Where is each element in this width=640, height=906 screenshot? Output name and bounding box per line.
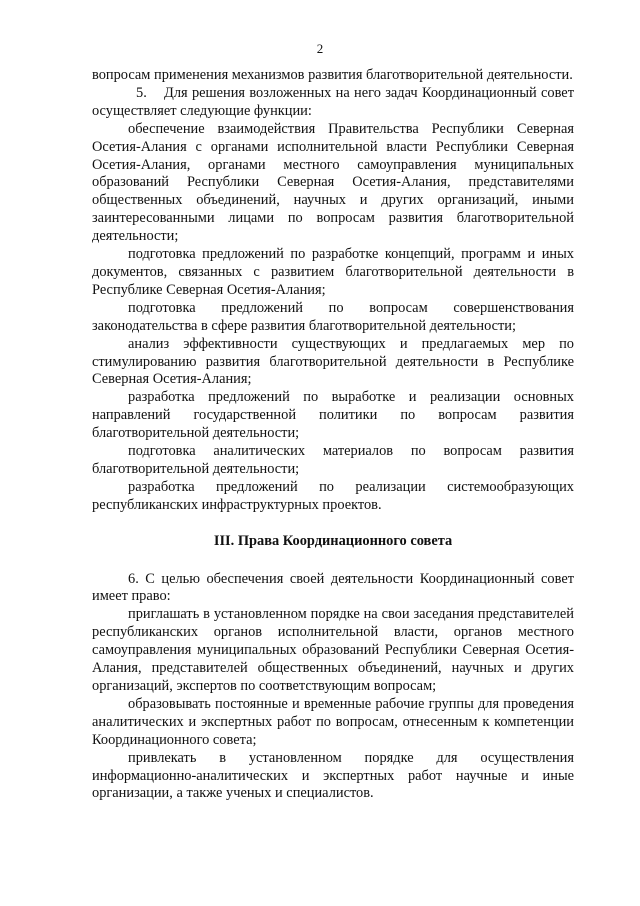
right-invite: приглашать в установленном порядке на свои заседания представителей республиканских органов исполнительной власти, органов местного самоуправления муниципальных образований Республики Северная Осетия-Алания, представителей общественных объединений, научных и других организаций, экспертов по соответствующим вопросам;: [92, 606, 574, 694]
document-body: [92, 67, 574, 803]
paragraph-continuation: вопросам применения механизмов развития благотворительной деятельности.: [92, 67, 573, 83]
function-policy: разработка предложений по выработке и реализации основных направлений государственной политики по вопросам развития благотворительной деятельности;: [92, 389, 574, 442]
function-analysis: анализ эффективности существующих и предлагаемых мер по стимулированию развития благотворительной деятельности в Республике Северная Осетия-Алания;: [92, 335, 574, 388]
right-working-groups: образовывать постоянные и временные рабочие группы для проведения аналитических и экспертных работ по вопросам, отнесенным к компетенции Координационного совета;: [92, 695, 574, 748]
function-analytics: подготовка аналитических материалов по вопросам развития благотворительной деятельности;: [92, 443, 574, 477]
function-interaction: обеспечение взаимодействия Правительства Республики Северная Осетия-Алания с органами исполнительной власти Республики Северная Осетия-Алания, органами местного самоуправления муниципальных образований Республики Северная Осетия-Алания, представителями общественных объединений, научных и других организаций, иными заинтересованными лицами по вопросам развития благотворительной деятельности;: [92, 120, 574, 245]
paragraph-item-5: 5. Для решения возложенных на него задач Координационный совет осуществляет следующие функции:: [92, 84, 574, 119]
function-concepts: подготовка предложений по разработке концепций, программ и иных документов, связанных с развитием благотворительной деятельности в Республике Северная Осетия-Алания;: [92, 246, 574, 298]
function-legislation: подготовка предложений по вопросам совершенствования законодательства в сфере развития благотворительной деятельности;: [92, 299, 574, 334]
page-number: 2: [316, 41, 324, 56]
right-engage: привлекать в установленном порядке для осуществления информационно-аналитических и экспертных работ научные и иные организации, а также ученых и специалистов.: [92, 749, 574, 802]
section-3-heading: III. Права Координационного совета: [213, 532, 453, 549]
paragraph-item-6: 6. С целью обеспечения своей деятельности Координационный совет имеет право:: [92, 570, 574, 605]
function-infrastructure: разработка предложений по реализации системообразующих республиканских инфраструктурных проектов.: [92, 478, 574, 513]
